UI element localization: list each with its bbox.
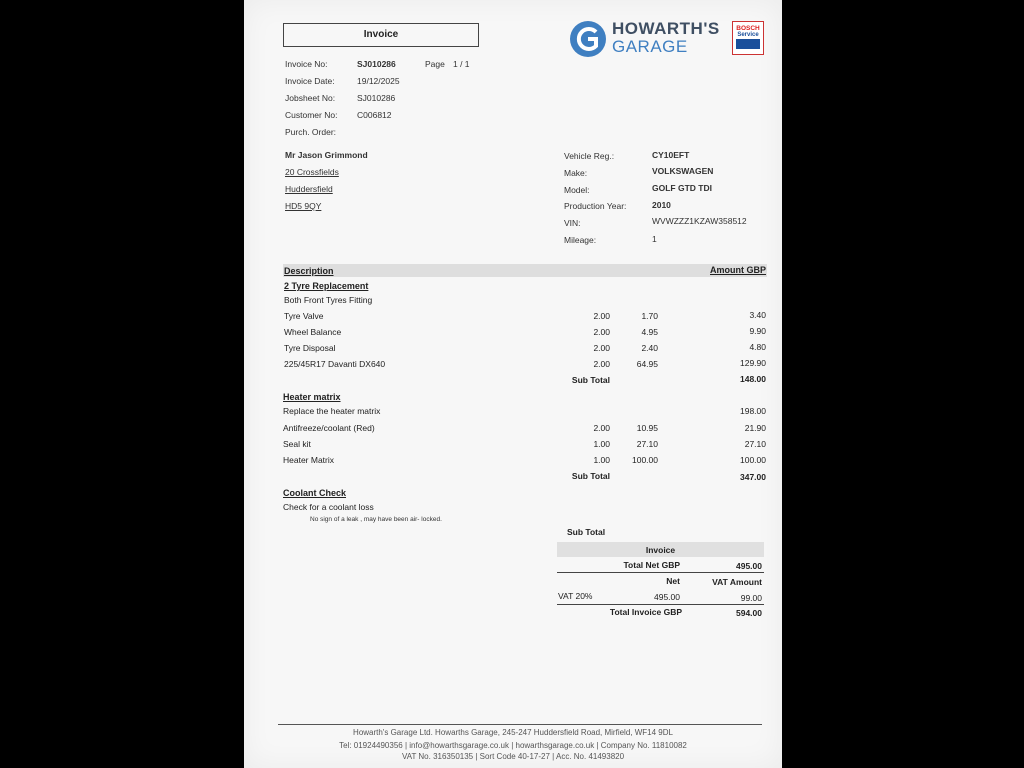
line-item-desc: 225/45R17 Davanti DX640 [284, 359, 386, 369]
page-label: Page [425, 59, 445, 69]
invoice-page [244, 0, 782, 768]
model-label: Model: [564, 185, 590, 195]
total-invoice-label: Total Invoice GBP [609, 607, 682, 617]
subtotal-label-coolant: Sub Total [567, 527, 606, 537]
section-subtitle-coolant: Check for a coolant loss [283, 502, 374, 512]
production-year-label: Production Year: [564, 201, 627, 211]
line-item-qty: 2.00 [593, 423, 610, 433]
line-item-unit: 64.95 [636, 359, 658, 369]
footer-bank: VAT No. 316350135 | Sort Code 40-17-27 | Acc. No. 41493820 [401, 752, 625, 761]
bosch-service-text: Service [737, 32, 759, 38]
invoice-no: SJ010286 [357, 59, 396, 69]
net-value: 495.00 [654, 592, 680, 602]
brand-name-line1: HOWARTH'S [612, 19, 720, 38]
coolant-note: No sign of a leak , may have been air- locked. [310, 516, 442, 523]
line-item-unit: 10.95 [636, 423, 658, 433]
bosch-text: BOSCH [736, 25, 760, 32]
line-item-desc: Heater Matrix [283, 455, 335, 465]
section-title-heater: Heater matrix [283, 392, 341, 402]
page-value: 1 / 1 [453, 59, 470, 69]
description-header: Description [284, 266, 334, 276]
section-subtitle-heater: Replace the heater matrix [283, 406, 381, 416]
amount-header: Amount GBP [710, 265, 766, 275]
line-item-amount: 4.80 [749, 342, 766, 352]
jobsheet-no: SJ010286 [357, 93, 396, 103]
customer-no-label: Customer No: [285, 110, 338, 120]
customer-postcode: HD5 9QY [285, 201, 322, 211]
customer-no: C006812 [357, 110, 392, 120]
line-item-unit: 4.95 [641, 327, 658, 337]
section-title-coolant: Coolant Check [283, 488, 347, 498]
line-item-amount: 129.90 [740, 358, 766, 368]
line-item-qty: 1.00 [593, 439, 610, 449]
line-item-amount: 27.10 [744, 439, 766, 449]
invoice-no-label: Invoice No: [285, 59, 328, 69]
line-item-unit: 1.70 [641, 311, 658, 321]
vat-value: 99.00 [740, 593, 762, 603]
summary-divider [557, 604, 764, 605]
invoice-date: 19/12/2025 [357, 76, 400, 86]
invoice-date-label: Invoice Date: [285, 76, 335, 86]
mileage-label: Mileage: [564, 235, 597, 245]
subtotal-label-heater: Sub Total [571, 471, 610, 481]
line-item-desc: Seal kit [283, 439, 311, 449]
line-item-amount: 9.90 [749, 326, 766, 336]
line-item-desc: Tyre Valve [284, 311, 324, 321]
invoice-title: Invoice [283, 23, 479, 47]
section-subtitle-amount-heater: 198.00 [740, 406, 766, 416]
section-subtitle-tyres: Both Front Tyres Fitting [284, 295, 373, 305]
footer-address: Howarth's Garage Ltd. Howarths Garage, 245-247 Huddersfield Road, Mirfield, WF14 9DL [353, 728, 673, 737]
line-item-qty: 2.00 [593, 327, 610, 337]
line-item-qty: 1.00 [593, 455, 610, 465]
vehicle-reg: CY10EFT [652, 150, 690, 160]
make-label: Make: [564, 168, 588, 178]
subtotal-heater: 347.00 [740, 472, 766, 482]
section-title-tyres: 2 Tyre Replacement [284, 281, 369, 291]
bosch-car-icon [736, 39, 760, 49]
summary-divider [557, 572, 764, 573]
line-item-qty: 2.00 [593, 359, 610, 369]
vin: WVWZZZ1KZAW358512 [652, 216, 747, 226]
line-item-amount: 3.40 [749, 310, 766, 320]
vehicle-make: VOLKSWAGEN [652, 166, 714, 176]
total-net: 495.00 [736, 561, 762, 571]
customer-name: Mr Jason Grimmond [285, 150, 368, 160]
customer-address2: Huddersfield [285, 184, 333, 194]
line-item-amount: 100.00 [740, 455, 766, 465]
bosch-service-logo [732, 21, 764, 55]
subtotal-tyres: 148.00 [740, 374, 766, 384]
vat-amount-label: VAT Amount [712, 577, 762, 587]
vin-label: VIN: [564, 218, 581, 228]
jobsheet-label: Jobsheet No: [285, 93, 336, 103]
brand-name-line2: GARAGE [612, 37, 688, 56]
production-year: 2010 [652, 200, 671, 210]
line-item-unit: 27.10 [636, 439, 658, 449]
vehicle-model: GOLF GTD TDI [652, 183, 712, 193]
summary-head: Invoice [645, 545, 676, 555]
footer-divider [278, 724, 762, 725]
line-item-desc: Wheel Balance [284, 327, 342, 337]
net-label: Net [666, 576, 680, 586]
howarths-logo-icon [569, 20, 607, 58]
vehicle-reg-label: Vehicle Reg.: [564, 151, 615, 161]
total-invoice: 594.00 [736, 608, 762, 618]
line-item-unit: 100.00 [632, 455, 658, 465]
vat-rate: VAT 20% [558, 591, 593, 601]
customer-address1: 20 Crossfields [285, 167, 339, 177]
line-item-unit: 2.40 [641, 343, 658, 353]
line-item-qty: 2.00 [593, 311, 610, 321]
mileage: 1 [652, 234, 657, 244]
footer-contact: Tel: 01924490356 | info@howarthsgarage.co.uk | howarthsgarage.co.uk | Company No. 11810082 [339, 741, 687, 750]
line-item-desc: Tyre Disposal [284, 343, 336, 353]
total-net-label: Total Net GBP [623, 560, 680, 570]
line-item-desc: Antifreeze/coolant (Red) [283, 423, 375, 433]
purch-order-label: Purch. Order: [285, 127, 337, 137]
subtotal-label-tyres: Sub Total [571, 375, 610, 385]
line-item-qty: 2.00 [593, 343, 610, 353]
line-item-amount: 21.90 [744, 423, 766, 433]
